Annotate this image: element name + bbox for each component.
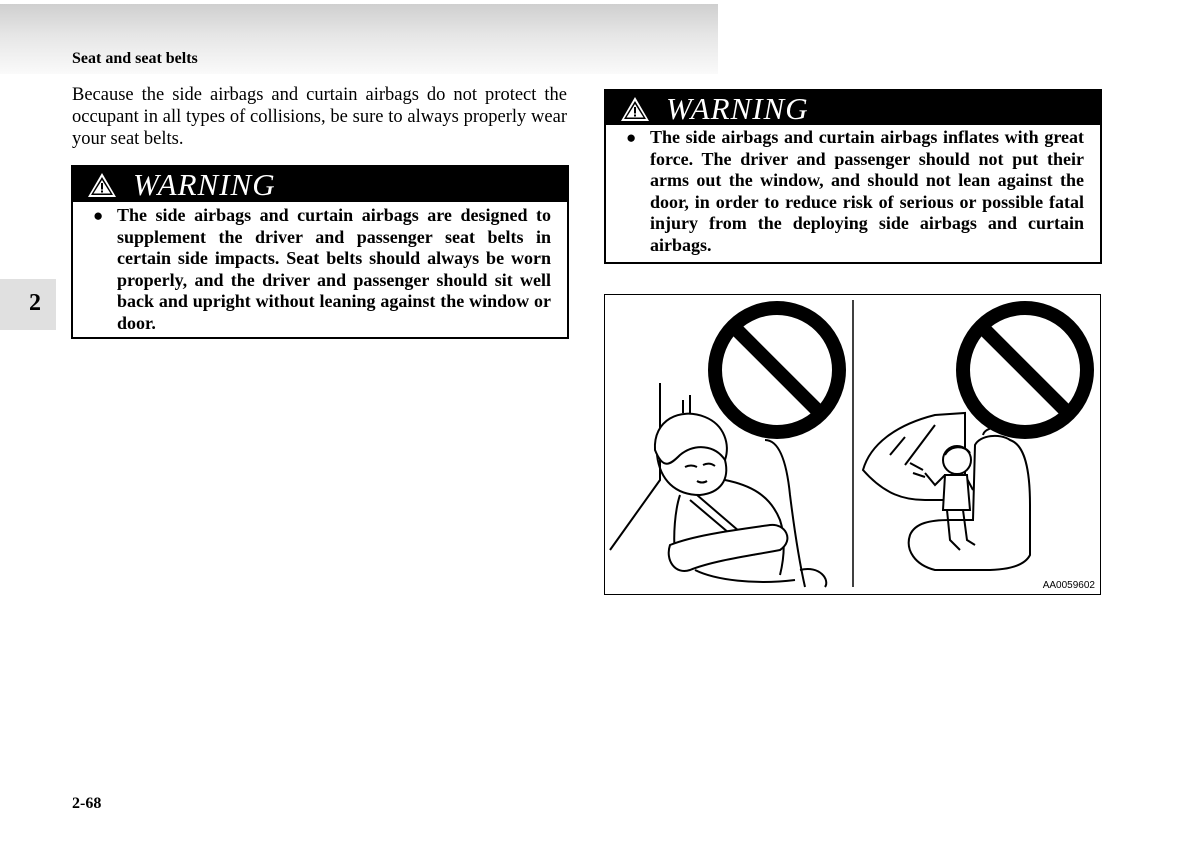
warning-box-1	[71, 165, 569, 339]
illustration-drawing	[605, 295, 1102, 596]
warning-box-2	[604, 89, 1102, 264]
section-title: Seat and seat belts	[72, 50, 198, 67]
warning-heading: WARNING	[133, 167, 276, 202]
person-leaning-icon	[610, 308, 839, 587]
bullet: ●	[626, 128, 637, 147]
chapter-number: 2	[29, 290, 41, 316]
warning-heading: WARNING	[666, 91, 809, 126]
child-at-window-icon	[863, 308, 1087, 570]
warning-body	[606, 125, 1100, 256]
warning-header	[606, 91, 1100, 125]
bullet: ●	[93, 206, 104, 225]
warning-triangle-icon	[620, 96, 650, 122]
warning-header	[73, 167, 567, 202]
illustration	[604, 294, 1101, 595]
warning-triangle-icon	[87, 172, 117, 198]
page-number: 2-68	[72, 795, 102, 812]
warning-text: The side airbags and curtain airbags inflates with great force. The driver and passenger should not put their arms out the window, and should not lean against the door, in order to reduce risk of serious or possible fatal injury from the deploying side airbags and curtain airbags.	[650, 127, 1084, 255]
illustration-code: AA0059602	[1042, 580, 1095, 591]
warning-text: The side airbags and curtain airbags are designed to supplement the driver and passenger seat belts in certain side impacts. Seat belts should always be worn properly, and the driver and passenger should sit well back and upright without leaning against the window or door.	[117, 205, 551, 333]
warning-body	[73, 202, 567, 334]
intro-paragraph: Because the side airbags and curtain airbags do not protect the occupant in all types of collisions, be sure to always properly wear your seat belts.	[72, 85, 567, 149]
